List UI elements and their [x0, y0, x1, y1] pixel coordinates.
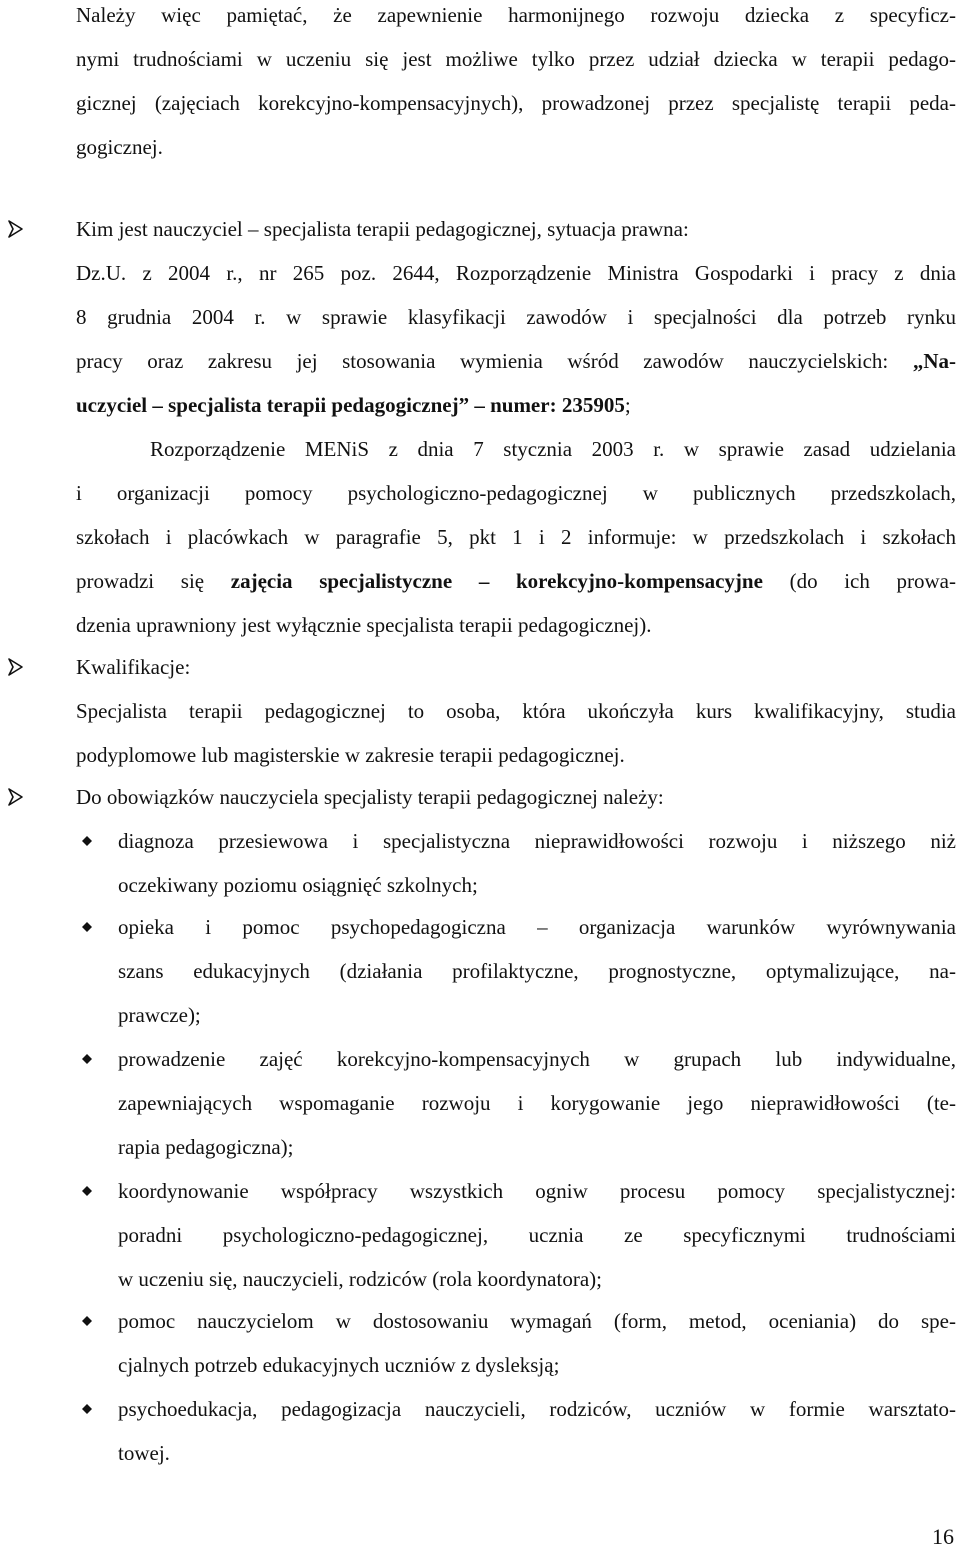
section1-line-7: szkołach i placówkach w paragrafie 5, pkt 1 i 2 informuje: w przedszkolach i szkołach — [76, 525, 956, 549]
duty-2-line-1: opieka i pomoc psychopedagogiczna – organizacja warunków wyrównywania — [118, 915, 956, 939]
section2-heading: Kwalifikacje: — [76, 655, 191, 679]
diamond-bullet-icon — [80, 1046, 94, 1072]
duty-4-line-2: poradni psychologiczno-pedagogicznej, ucznia ze specyficznymi trudnościami — [118, 1223, 956, 1247]
duty-2-line-3: prawcze); — [118, 1003, 201, 1027]
diamond-bullet-icon — [80, 828, 94, 854]
intro-line-4: gogicznej. — [76, 135, 163, 159]
duty-5-line-2: cjalnych potrzeb edukacyjnych uczniów z dysleksją; — [118, 1353, 560, 1377]
duty-4-line-1: koordynowanie współpracy wszystkich ogniw procesu pomocy specjalistycznej: — [118, 1179, 956, 1203]
section1-line-2: 8 grudnia 2004 r. w sprawie klasyfikacji zawodów i specjalności dla potrzeb rynku — [76, 305, 956, 329]
diamond-bullet-icon — [80, 1178, 94, 1204]
section1-line-8-end: (do ich prowa- — [762, 569, 956, 593]
duty-1-line-1: diagnoza przesiewowa i specjalistyczna nieprawidłowości rozwoju i niższego niż — [118, 829, 956, 853]
page-number: 16 — [932, 1524, 954, 1549]
section1-line-8-start: prowadzi się — [76, 569, 231, 593]
diamond-bullet-icon — [80, 1396, 94, 1422]
duty-6-line-1: psychoedukacja, pedagogizacja nauczycieli, rodziców, uczniów w formie warsztato- — [118, 1397, 956, 1421]
section2-line-1: Specjalista terapii pedagogicznej to osoba, która ukończyła kurs kwalifikacyjny, studia — [76, 699, 956, 723]
section1-line-4 — [76, 392, 631, 418]
section1-heading: Kim jest nauczyciel – specjalista terapii pedagogicznej, sytuacja prawna: — [76, 217, 689, 241]
section1-line-5: Rozporządzenie MENiS z dnia 7 stycznia 2003 r. w sprawie zasad udzielania — [150, 437, 956, 461]
diamond-bullet-icon — [80, 1308, 94, 1334]
intro-line-3: gicznej (zajęciach korekcyjno-kompensacyjnych), prowadzonej przez specjalistę terapii peda- — [76, 91, 956, 115]
arrow-bullet-icon — [4, 216, 26, 242]
intro-line-1: Należy więc pamiętać, że zapewnienie harmonijnego rozwoju dziecka z specyficz- — [76, 3, 956, 27]
section3-heading: Do obowiązków nauczyciela specjalisty terapii pedagogicznej należy: — [76, 785, 664, 809]
arrow-bullet-icon — [4, 654, 26, 680]
diamond-bullet-icon — [80, 914, 94, 940]
section2-line-2: podyplomowe lub magisterskie w zakresie terapii pedagogicznej. — [76, 743, 625, 767]
duty-3-line-1: prowadzenie zajęć korekcyjno-kompensacyjnych w grupach lub indywidualne, — [118, 1047, 956, 1071]
duty-2-line-2: szans edukacyjnych (działania profilaktyczne, prognostyczne, optymalizujące, na- — [118, 959, 956, 983]
arrow-bullet-icon — [4, 784, 26, 810]
section1-line-8 — [76, 568, 956, 594]
duty-3-line-2: zapewniających wspomaganie rozwoju i korygowanie jego nieprawidłowości (te- — [118, 1091, 956, 1115]
section1-line-4-end: ; — [624, 393, 631, 417]
section1-line-3 — [76, 348, 956, 374]
intro-line-2: nymi trudnościami w uczeniu się jest możliwe tylko przez udział dziecka w terapii pedago- — [76, 47, 956, 71]
duty-4-line-3: w uczeniu się, nauczycieli, rodziców (rola koordynatora); — [118, 1267, 602, 1291]
duty-6-line-2: towej. — [118, 1441, 170, 1465]
section1-line-3-text: pracy oraz zakresu jej stosowania wymienia wśród zawodów nauczycielskich: — [76, 349, 913, 373]
specialist-classes: zajęcia specjalistyczne – korekcyjno-kompensacyjne — [230, 569, 763, 593]
section1-line-9: dzenia uprawniony jest wyłącznie specjalista terapii pedagogicznej). — [76, 613, 652, 637]
section1-line-6: i organizacji pomocy psychologiczno-pedagogicznej w publicznych przedszkolach, — [76, 481, 956, 505]
profession-title: uczyciel – specjalista terapii pedagogicznej” – numer: 235905 — [76, 393, 625, 417]
duty-3-line-3: rapia pedagogiczna); — [118, 1135, 294, 1159]
profession-title-start: „Na- — [912, 349, 956, 373]
duty-1-line-2: oczekiwany poziomu osiągnięć szkolnych; — [118, 873, 478, 897]
duty-5-line-1: pomoc nauczycielom w dostosowaniu wymagań (form, metod, oceniania) do spe- — [118, 1309, 956, 1333]
section1-line-1: Dz.U. z 2004 r., nr 265 poz. 2644, Rozporządzenie Ministra Gospodarki i pracy z dnia — [76, 261, 956, 285]
